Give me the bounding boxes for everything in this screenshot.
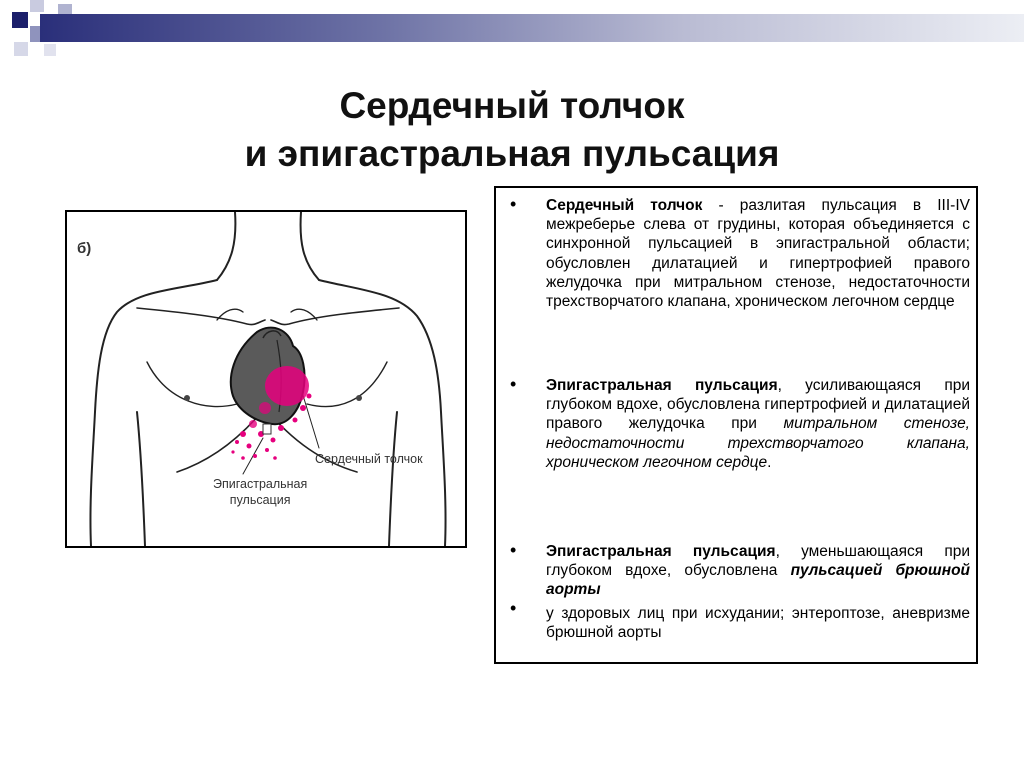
text-heart-impulse: - разлитая пульсация в III-IV межреберье слева от грудины, которая объединяется с синхронной пульсацией в эпигастральной области; обусловлен дилатацией и гипертрофией правого желудочка при митральном стенозе, недостаточности трехстворчатого клапана, хроническом легочном сердце <box>546 197 970 311</box>
title-line-1: Сердечный толчок <box>339 85 685 126</box>
item-epigastric-increasing <box>546 376 970 472</box>
label-epigastric-line-1: Эпигастральная <box>213 477 308 491</box>
term-heart-impulse: Сердечный толчок <box>546 197 703 214</box>
period: . <box>767 453 772 471</box>
item-heart-impulse <box>546 196 970 311</box>
bullet: • <box>510 374 517 394</box>
panel-letter: б) <box>77 240 92 257</box>
text-epigastric-increasing: , усиливающаяся при глубоком вдохе, обусловлена гипертрофией и дилатацией правого желудочка при <box>546 377 970 433</box>
item-healthy-people <box>546 604 970 642</box>
conditions-epigastric-increasing: митральном стенозе, недостаточности трехстворчатого клапана, хроническом легочном сердце <box>546 415 970 471</box>
text-epigastric-decreasing: , уменьшающаяся при глубоком вдохе, обусловлена <box>546 543 971 580</box>
description-panel <box>494 186 978 664</box>
bullet: • <box>510 194 517 214</box>
item-epigastric-decreasing <box>546 542 970 600</box>
label-epigastric-line-2: пульсация <box>229 493 291 507</box>
aorta-pulsation: пульсацией брюшной аорты <box>546 562 971 599</box>
term-epigastric-increasing: Эпигастральная пульсация <box>546 377 778 394</box>
chest-illustration <box>65 210 467 548</box>
term-epigastric-decreasing: Эпигастральная пульсация <box>546 543 776 560</box>
label-epigastric-pulsation <box>213 476 307 508</box>
text-healthy-people: у здоровых лиц при исхудании; энтероптозе, аневризме брюшной аорты <box>546 605 970 642</box>
bullet: • <box>510 598 517 618</box>
title-line-2: и эпигастральная пульсация <box>244 133 780 174</box>
bullet: • <box>510 540 517 560</box>
slide-title <box>0 82 1024 178</box>
header-bar <box>40 14 1024 42</box>
label-heart-impulse: Сердечный толчок <box>315 452 423 466</box>
